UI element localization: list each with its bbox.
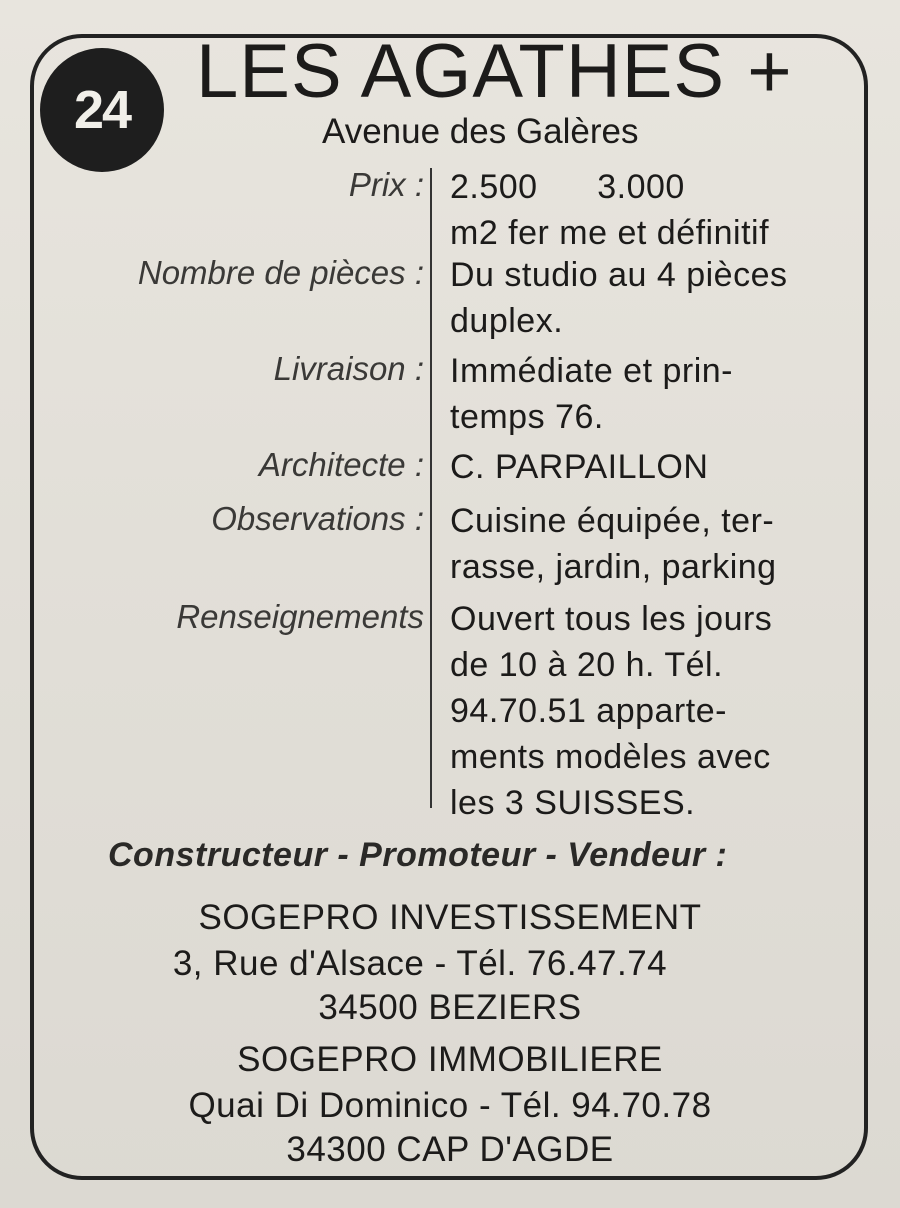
company-city-1: 34500 BEZIERS [318, 988, 582, 1027]
value-architecte [450, 444, 842, 490]
value-line: 94.70.51 apparte- [450, 692, 727, 730]
value-line: Immédiate et prin- [450, 352, 733, 390]
listing-address: Avenue des Galères [322, 112, 639, 151]
value-line: m2 fer me et définitif [450, 214, 770, 252]
company-address-2: Quai Di Dominico - Tél. 94.70.78 [188, 1086, 712, 1125]
value-prix [450, 164, 842, 256]
value-line: Cuisine équipée, ter- [450, 502, 775, 540]
value-line: temps 76. [450, 398, 604, 436]
value-line: 2.500 3.000 [450, 168, 685, 206]
value-livraison [450, 348, 842, 440]
company-name-1: SOGEPRO INVESTISSEMENT [198, 898, 702, 937]
value-line: ments modèles avec [450, 738, 771, 776]
label-architecte: Architecte : [258, 446, 424, 483]
value-observations [450, 498, 842, 590]
listing-title: LES AGATHES + [196, 29, 793, 114]
label-livraison: Livraison : [273, 350, 424, 387]
value-line: C. PARPAILLON [450, 448, 709, 486]
company-city-2: 34300 CAP D'AGDE [286, 1130, 614, 1169]
value-line: de 10 à 20 h. Tél. [450, 646, 724, 684]
value-line: les 3 SUISSES. [450, 784, 696, 822]
label-prix: Prix : [348, 166, 424, 203]
value-line: rasse, jardin, parking [450, 548, 777, 586]
footer-heading: Constructeur - Promoteur - Vendeur : [108, 836, 728, 874]
listing-number-badge [40, 48, 164, 172]
label-renseignements: Renseignements [176, 598, 424, 635]
value-line: Ouvert tous les jours [450, 600, 773, 638]
column-divider [430, 168, 432, 808]
value-renseignements [450, 596, 842, 826]
company-name-2: SOGEPRO IMMOBILIERE [237, 1040, 663, 1079]
label-observations: Observations : [211, 500, 424, 537]
label-nombre-de-pieces: Nombre de pièces : [137, 254, 424, 291]
value-nombre-de-pieces [450, 252, 842, 344]
value-line: duplex. [450, 302, 564, 340]
value-line: Du studio au 4 pièces [450, 256, 788, 294]
listing-number: 24 [73, 80, 131, 140]
company-address-1: 3, Rue d'Alsace - Tél. 76.47.74 [172, 944, 668, 983]
